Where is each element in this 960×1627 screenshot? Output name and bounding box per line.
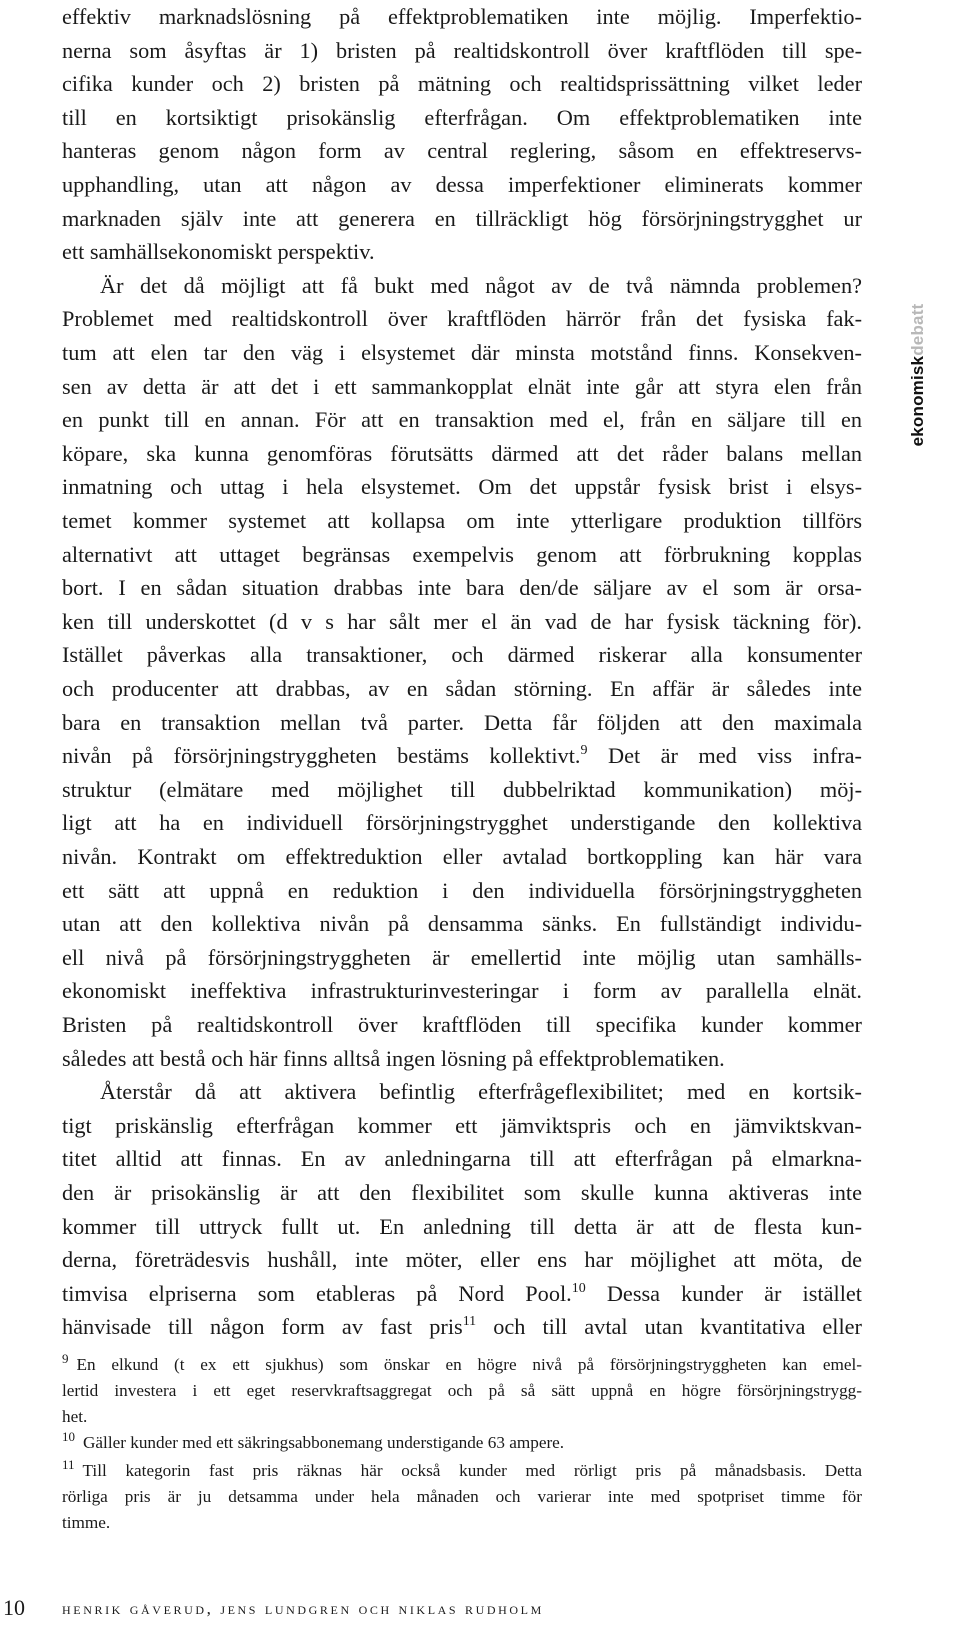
body-text-line [62, 874, 862, 908]
line-text: nerna som åsyftas är 1) bristen på realtidskontroll över kraftflöden till spe- [62, 37, 862, 63]
body-text-line [62, 336, 862, 370]
line-text: ett sätt att uppnå en reduktion i den individuella försörjningstryggheten [62, 877, 862, 903]
footnote-line [62, 1484, 862, 1510]
page-number: 10 [3, 1595, 25, 1620]
body-text-line [62, 672, 862, 706]
footnote-number: 11 [62, 1458, 75, 1472]
line-text: tum att elen tar den väg i elsystemet där minsta motstånd finns. Konsekven- [62, 340, 862, 365]
body-text-line [62, 638, 862, 672]
line-text: nivån på försörjningstryggheten bestäms kollektivt. [62, 743, 581, 769]
body-text-line [62, 538, 862, 572]
footnote-line [62, 1430, 862, 1456]
line-text: bara en transaktion mellan två parter. Detta får följden att den maximala [62, 709, 862, 735]
line-text: titet alltid att finnas. En av anledningarna till att efterfrågan på elmarkna- [62, 1146, 862, 1172]
footnote-reference: 11 [462, 1314, 477, 1330]
body-text-line [62, 806, 862, 840]
page-footer [0, 1596, 960, 1620]
line-text: Bristen på realtidskontroll över kraftflöden till specifika kunder kommer [62, 1012, 862, 1037]
footnote-number: 9 [62, 1352, 69, 1366]
body-text-line [62, 1042, 862, 1076]
body-text-line [62, 907, 862, 941]
footnote-line [62, 1378, 862, 1404]
line-text: hanteras genom någon form av central reglering, såsom en effektreservs- [62, 138, 862, 164]
body-text-line [62, 470, 862, 504]
footnote-line [62, 1510, 862, 1536]
body-text-line [62, 941, 862, 975]
body-text-line [62, 202, 862, 236]
body-text-line [62, 67, 862, 101]
line-text: sen av detta är att det i ett sammankopplat elnät inte går att styra elen från [62, 373, 862, 399]
line-text: Istället påverkas alla transaktioner, och därmed riskerar alla konsumenter [62, 642, 862, 668]
line-text: derna, företrädesvis hushåll, inte möter, eller ens har möjlighet att möta, de [62, 1247, 862, 1273]
body-text-line [62, 437, 862, 471]
body-text-line [62, 840, 862, 874]
line-text: effektiv marknadslösning på effektproblematiken inte möjlig. Imperfektio- [62, 4, 862, 29]
footnote-text: Gäller kunder med ett säkringsabbonemang understigande 63 ampere. [83, 1433, 565, 1452]
line-text: och producenter att drabbas, av en sådan störning. En affär är således inte [62, 676, 862, 701]
footnote-reference: 10 [571, 1280, 586, 1296]
line-text-continued: Det är med viss infra- [587, 743, 862, 769]
footnote-text: En elkund (t ex ett sjukhus) som önskar en högre nivå på försörjningstryggheten kan emel- [76, 1355, 862, 1374]
footnote-text: het. [62, 1407, 88, 1426]
body-text-line [62, 1008, 862, 1042]
line-text: ett samhällsekonomiskt perspektiv. [62, 239, 375, 265]
body-text-line [62, 773, 862, 807]
body-text-line [62, 168, 862, 202]
line-text: köpare, ska kunna genomföras förutsätts därmed att det råder balans mellan [62, 440, 862, 466]
line-text: den är prisokänslig är att den flexibilitet som skulle kunna aktiveras inte [62, 1180, 862, 1205]
line-text: nivån. Kontrakt om effektreduktion eller avtalad bortkoppling kan här vara [62, 844, 862, 869]
line-text: marknaden själv inte att generera en tillräckligt hög försörjningstrygghet ur [62, 205, 862, 231]
footnote-text: lertid investera i ett eget reservkraftsaggregat och på så sätt uppnå en högre försörjningstrygg- [62, 1381, 862, 1400]
line-text: till en kortsiktigt prisokänslig efterfrågan. Om effektproblematiken inte [62, 104, 862, 130]
line-text: bort. I en sådan situation drabbas inte bara den/de säljare av el som är orsa- [62, 575, 862, 601]
body-text-line [62, 34, 862, 68]
body-text-line [62, 1310, 862, 1344]
line-text: upphandling, utan att någon av dessa imperfektioner eliminerats kommer [62, 172, 862, 197]
body-text-line [62, 370, 862, 404]
body-text-line [62, 504, 862, 538]
line-text: Återstår då att aktivera befintlig efterfrågeflexibilitet; med en kortsik- [100, 1079, 862, 1105]
footnote-text: Till kategorin fast pris räknas här också kunder med rörligt pris på månadsbasis. Detta [82, 1461, 862, 1480]
journal-side-label [905, 290, 931, 460]
line-text: ligt att ha en individuell försörjningstrygghet understigande den kollektiva [62, 810, 862, 836]
line-text: inmatning och uttag i hela elsystemet. Om det uppstår fysisk brist i elsys- [62, 474, 862, 500]
line-text: ken till underskottet (d v s har sålt mer el än vad de har fysisk täckning för). [62, 608, 862, 634]
journal-name-part1: ekonomisk [908, 355, 927, 447]
body-text-line [62, 403, 862, 437]
line-text-continued: och till avtal utan kvantitativa eller [476, 1314, 862, 1340]
footnote-text: timme. [62, 1513, 111, 1532]
line-text: Är det då möjligt att få bukt med något av de två nämnda problemen? [100, 272, 862, 298]
body-text-line [62, 1109, 862, 1143]
body-text-line [62, 1210, 862, 1244]
footnote-line [62, 1352, 862, 1378]
line-text: hänvisade till någon form av fast pris [62, 1314, 463, 1340]
line-text-continued: Dessa kunder är istället [585, 1280, 862, 1306]
body-text-line [62, 302, 862, 336]
body-text-line [62, 571, 862, 605]
body-text-line [62, 1176, 862, 1210]
body-text-line [62, 974, 862, 1008]
body-text-line [62, 605, 862, 639]
body-text-line [62, 1075, 862, 1109]
line-text: struktur (elmätare med möjlighet till dubbelriktad kommunikation) möj- [62, 776, 862, 802]
author-names: henrik gåverud, jens lundgren och niklas rudholm [62, 1599, 544, 1618]
body-text-line [62, 739, 862, 773]
body-text-line [62, 134, 862, 168]
line-text: således att bestå och här finns alltså ingen lösning på effektproblematiken. [62, 1045, 725, 1071]
footnote-line [62, 1404, 862, 1430]
journal-name [908, 304, 928, 447]
body-text-line [62, 1277, 862, 1311]
footnote-line [62, 1458, 862, 1484]
line-text: timvisa elpriserna som etableras på Nord Pool. [62, 1280, 572, 1306]
line-text: utan att den kollektiva nivån på densamma sänks. En fullständigt individu- [62, 911, 862, 937]
footnote-number: 10 [62, 1430, 75, 1444]
journal-name-part2: debatt [908, 303, 927, 356]
line-text: Problemet med realtidskontroll över kraftflöden härrör från det fysiska fak- [62, 306, 862, 332]
footnote-text: rörliga pris är ju detsamma under hela månaden och varierar inte med spotpriset timme för [62, 1487, 862, 1506]
body-text-line [62, 269, 862, 303]
line-text: ekonomiskt ineffektiva infrastrukturinvesteringar i form av parallella elnät. [62, 978, 862, 1004]
line-text: temet kommer systemet att kollapsa om inte ytterligare produktion tillförs [62, 508, 862, 533]
body-text-line [62, 1142, 862, 1176]
body-text-line [62, 101, 862, 135]
body-text-line [62, 1243, 862, 1277]
body-text-line [62, 235, 862, 269]
body-text-line [62, 706, 862, 740]
line-text: cifika kunder och 2) bristen på mätning och realtidsprissättning vilket leder [62, 71, 862, 97]
footnote-reference: 9 [580, 743, 588, 759]
line-text: alternativt att uttaget begränsas exempelvis genom att förbrukning kopplas [62, 541, 862, 567]
body-text-line [62, 0, 862, 34]
line-text: tigt priskänslig efterfrågan kommer ett jämviktspris och en jämviktskvan- [62, 1112, 862, 1138]
line-text: ell nivå på försörjningstryggheten är emellertid inte möjlig utan samhälls- [62, 944, 862, 970]
line-text: en punkt till en annan. För att en transaktion med el, från en säljare till en [62, 407, 862, 433]
line-text: kommer till uttryck fullt ut. En anledning till detta är att de flesta kun- [62, 1213, 862, 1239]
